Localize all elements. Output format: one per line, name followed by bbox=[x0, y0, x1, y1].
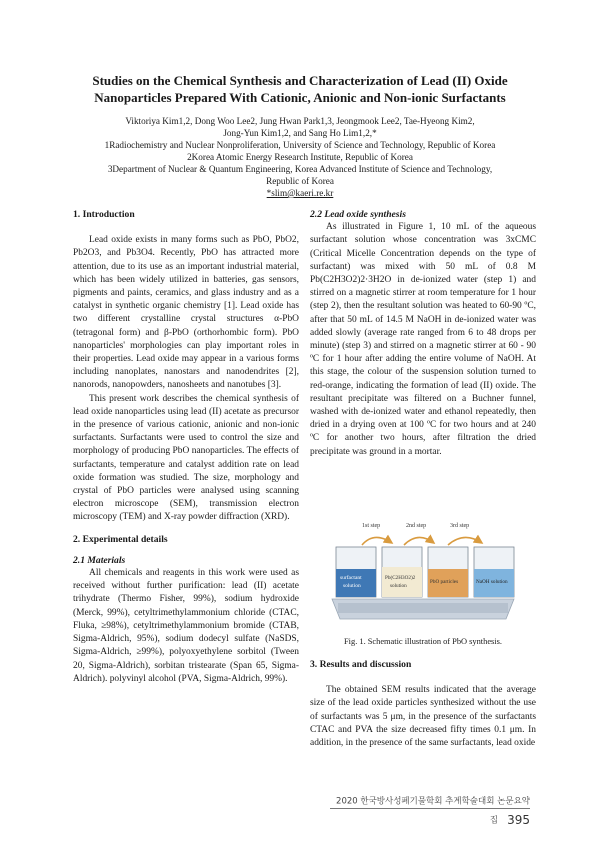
title-line-1: Studies on the Chemical Synthesis and Characterization of Lead (II) Oxide bbox=[92, 73, 508, 88]
left-column bbox=[73, 208, 299, 686]
synthesis-schematic-figure bbox=[326, 517, 522, 625]
intro-paragraph-2: This present work describes the chemical synthesis of lead oxide nanoparticles using lead (II) acetate as precursor in the presence of various cationic, anionic and non-ionic surfactants. Surfactants were used to control the size and morphology of producing PbO nanoparticles. The effects of surfactants, temperature and catalyst addition rate on lead oxide formation was studied. The size, morphology and crystal of PbO particles were analysed using scanning electron microscope (SEM), transmission electron microscopy (TEM) and X-ray powder diffraction (XRD). bbox=[73, 393, 299, 523]
beaker-2-label-line-1: Pb(C2H3O2)2 bbox=[385, 575, 416, 581]
beaker-3-label: PbO particles bbox=[430, 579, 459, 585]
affiliation-3: 3Department of Nuclear & Quantum Engineering, Korea Advanced Institute of Science and Technology, bbox=[107, 164, 493, 174]
author-block bbox=[70, 115, 530, 199]
affiliation-1: 1Radiochemistry and Nuclear Nonproliferation, University of Science and Technology, Republic of Korea bbox=[104, 140, 496, 150]
beaker-2-label-line-2: solution bbox=[390, 583, 407, 589]
authors-line-1: Viktoriya Kim1,2, Dong Woo Lee2, Jung Hwan Park1,3, Jeongmook Lee2, Tae-Hyeong Kim2, bbox=[125, 116, 475, 126]
synthesis-heading: 2.2 Lead oxide synthesis bbox=[310, 209, 406, 220]
results-heading: 3. Results and discussion bbox=[310, 659, 412, 670]
right-column bbox=[310, 208, 536, 459]
page-footer bbox=[330, 790, 530, 827]
step-1-label: 1st step bbox=[362, 523, 381, 529]
step-2-label: 2nd step bbox=[406, 523, 427, 529]
affiliation-3-cont: Republic of Korea bbox=[266, 176, 334, 186]
materials-heading: 2.1 Materials bbox=[73, 554, 126, 566]
step-arrow-1 bbox=[362, 537, 392, 545]
beaker-1-label-line-1: surfactant bbox=[340, 575, 362, 581]
corresponding-email[interactable]: *slim@kaeri.re.kr bbox=[266, 188, 334, 198]
step-arrow-2 bbox=[404, 537, 434, 545]
conference-name: 2020 한국방사성폐기물학회 추계학술대회 논문요약집 bbox=[336, 796, 530, 826]
figure-caption: Fig. 1. Schematic illustration of PbO synthesis. bbox=[344, 637, 502, 646]
step-arrow-3 bbox=[448, 537, 482, 545]
liquid-pb-solution bbox=[382, 567, 422, 597]
footer-divider bbox=[330, 808, 530, 809]
right-column-lower bbox=[310, 658, 536, 750]
title-line-2: Nanoparticles Prepared With Cationic, Anionic and Non-ionic Surfactants bbox=[94, 90, 506, 105]
materials-paragraph: All chemicals and reagents in this work were used as received without further purification: lead (II) acetate trihydrate (Thermo Fisher, 99%), sodium hydroxide (Merck, 99%), cetyltrimethylammonium chloride (CTAC, Fluka, ≥98%), cetyltrimethylammonium bromide (CTAB, Sigma-Aldrich, 95%), sodium dodecyl sulfate (NaSDS, Sigma-Aldrich, ≥99%), polyoxyethylene sorbitol (Tween 20, Sigma-Aldrich), sorbitan tristearate (Span 65, Sigma-Aldrich). polyvinyl alcohol (PVA, Sigma-Aldrich, 99%). bbox=[73, 568, 299, 684]
beaker-1-label-line-2: solution bbox=[343, 583, 361, 589]
synthesis-paragraph: As illustrated in Figure 1, 10 mL of the aqueous surfactant solution whose concentration was 3xCMC (Critical Micelle Concentration depends on the type of surfactant) was mixed with 50 mL of 0.8 M Pb(C2H3O2)2·3H2O in de-ionized water (step 1) and stirred on a magnetic stirrer at room temperature for 1 hour (step 2), then the resultant solution was heated to 60-90 ºC, after that 50 mL of 14.5 M NaOH in de-ionized water was added slowly (average rate ranged from 6 to 48 drops per minute) (step 3) and stirred on a magnetic stirrer at 60 - 90 ºC for 1 hour after adding the entire volume of NaOH. At this stage, the colour of the suspension solution turned to red-orange, indicating the formation of lead (II) oxide. The resultant precipitate was filtered on a Buchner funnel, washed with de-ionized water and ethanol repeatedly, then dried in a drying oven at 100 ºC for two hours and at 240 ºC for another two hours, after filtration the dried precipitate was ground in a mortar. bbox=[310, 222, 536, 457]
step-3-label: 3rd step bbox=[450, 523, 470, 529]
authors-line-2: Jong-Yun Kim1,2, and Sang Ho Lim1,2,* bbox=[223, 128, 377, 138]
paper-title bbox=[60, 72, 540, 106]
intro-heading: 1. Introduction bbox=[73, 209, 135, 220]
page-number: 395 bbox=[507, 812, 530, 827]
results-paragraph: The obtained SEM results indicated that the average size of the lead oxide particles synthesized without the use of surfactants was 5 μm, in the presence of the surfactants CTAC and PVA the size decreased fifty times 0.1 μm. In addition, in the presence of the same surfactants, lead oxide bbox=[310, 685, 536, 749]
experimental-heading: 2. Experimental details bbox=[73, 533, 168, 545]
beaker-4-label: NaOH solution bbox=[476, 579, 508, 585]
affiliation-2: 2Korea Atomic Energy Research Institute, Republic of Korea bbox=[187, 152, 413, 162]
intro-paragraph-1: Lead oxide exists in many forms such as PbO, PbO2, Pb2O3, and Pb3O4. Recently, PbO has attracted more attention, due to its use as an important industrial material, which has been widely utilized in batteries, gas sensors, pigments and paints, ceramics, and glass industry and as a catalyst in synthetic organic chemistry [1]. Lead oxide has two different crystalline crystal structures α-PbO (tetragonal form) and β-PbO (orthorhombic form). PbO nanoparticles' morphologies can play important roles in their properties. Lead oxide may appear in a various forms including nanoplates, nanostars and nanodendrites [2], nanorods, nanopowders, nanosheets and nanotubes [3]. bbox=[73, 235, 299, 391]
